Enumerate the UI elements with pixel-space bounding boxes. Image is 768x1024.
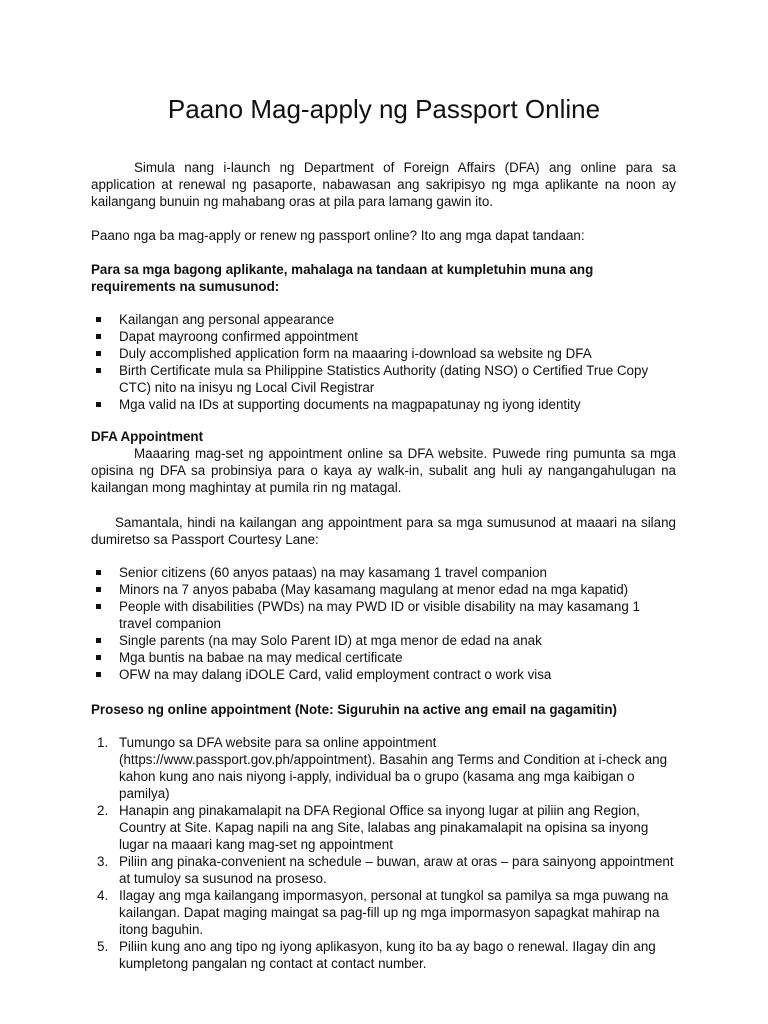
list-item-text: Kailangan ang personal appearance [119, 312, 335, 327]
list-item-text: Birth Certificate mula sa Philippine Statistics Authority (dating NSO) o Certified True Copy CTC) nito na inisyu ng Local Civil Registrar [119, 363, 649, 395]
bullet-icon [96, 334, 101, 339]
bullet-icon [96, 402, 101, 407]
list-item [91, 564, 676, 581]
question-paragraph: Paano nga ba mag-apply or renew ng passport online? Ito ang mga dapat tandaan: [91, 228, 585, 243]
list-item-text: Mga valid na IDs at supporting documents na magpapatunay ng iyong identity [119, 397, 581, 412]
step-number: 2. [97, 803, 109, 818]
process-steps-list [91, 734, 676, 972]
step-number: 4. [97, 888, 109, 903]
bullet-icon [96, 368, 101, 373]
appointment-heading: DFA Appointment [91, 429, 204, 444]
list-item [91, 328, 676, 345]
list-item-text: Dapat mayroong confirmed appointment [119, 329, 358, 344]
step-number: 1. [97, 735, 109, 750]
list-item [91, 396, 676, 413]
page-title: Paano Mag-apply ng Passport Online [167, 94, 601, 124]
list-item [91, 598, 676, 632]
process-heading: Proseso ng online appointment (Note: Siguruhin na active ang email na gagamitin) [91, 702, 618, 717]
bullet-icon [96, 604, 101, 609]
list-item-text: People with disabilities (PWDs) na may PWD ID or visible disability na may kasamang 1 travel companion [119, 599, 640, 631]
courtesy-list [91, 564, 676, 683]
step-text: Tumungo sa DFA website para sa online appointment (https://www.passport.gov.ph/appointment). Basahin ang Terms and Condition at i-check ang kahon kung ano nais niyong i-apply, individual ba o grupo (kasama ang mga kaibigan o pamilya) [119, 735, 668, 801]
bullet-icon [96, 317, 101, 322]
list-item [91, 853, 676, 887]
list-item [91, 345, 676, 362]
list-item [91, 311, 676, 328]
document-body [91, 159, 676, 972]
bullet-icon [96, 638, 101, 643]
list-item [91, 734, 676, 802]
requirements-list [91, 311, 676, 413]
list-item [91, 632, 676, 649]
intro-paragraph: Simula nang i-launch ng Department of Foreign Affairs (DFA) ang online para sa application at renewal ng pasaporte, nabawasan ang sakripisyo ng mga aplikante na noon ay kailangang bunuin ng mahabang oras at pila para lamang gawin ito. [91, 160, 676, 209]
list-item [91, 581, 676, 598]
list-item [91, 649, 676, 666]
bullet-icon [96, 655, 101, 660]
list-item [91, 362, 676, 396]
list-item-text: Minors na 7 anyos pababa (May kasamang magulang at menor edad na mga kapatid) [119, 582, 629, 597]
step-number: 3. [97, 854, 109, 869]
bullet-icon [96, 587, 101, 592]
list-item [91, 887, 676, 938]
step-text: Piliin ang pinaka-convenient na schedule – buwan, araw at oras – para sainyong appointment at tumuloy sa susunod na proseso. [119, 854, 674, 886]
step-number: 5. [97, 939, 109, 954]
list-item [91, 802, 676, 853]
list-item-text: Mga buntis na babae na may medical certificate [119, 650, 403, 665]
bullet-icon [96, 570, 101, 575]
list-item-text: Single parents (na may Solo Parent ID) at mga menor de edad na anak [119, 633, 542, 648]
bullet-icon [96, 351, 101, 356]
list-item-text: OFW na may dalang iDOLE Card, valid employment contract o work visa [119, 667, 552, 682]
list-item [91, 938, 676, 972]
step-text: Hanapin ang pinakamalapit na DFA Regional Office sa inyong lugar at piliin ang Region, Country at Site. Kapag napili na ang Site, lalabas ang pinakamalapit na opisina sa inyong lugar na maaari kang mag-set ng appointment [119, 803, 649, 852]
requirements-heading: Para sa mga bagong aplikante, mahalaga na tandaan at kumpletuhin muna ang requirements na sumusunod: [91, 262, 594, 294]
list-item-text: Senior citizens (60 anyos pataas) na may kasamang 1 travel companion [119, 565, 547, 580]
list-item-text: Duly accomplished application form na maaaring i-download sa website ng DFA [119, 346, 592, 361]
step-text: Piliin kung ano ang tipo ng iyong aplikasyon, kung ito ba ay bago o renewal. Ilagay din ang kumpletong pangalan ng contact at contact number. [119, 939, 656, 971]
bullet-icon [96, 672, 101, 677]
courtesy-paragraph: Samantala, hindi na kailangan ang appointment para sa mga sumusunod at maaari na silang dumiretso sa Passport Courtesy Lane: [91, 515, 676, 547]
appointment-paragraph: Maaaring mag-set ng appointment online sa DFA website. Puwede ring pumunta sa mga opisina ng DFA sa probinsiya para o kaya ay walk-in, subalit ang huli ay nangangahulugan na kailangan mong maghintay at pumila rin ng matagal. [91, 446, 676, 495]
step-text: Ilagay ang mga kailangang impormasyon, personal at tungkol sa pamilya sa mga puwang na kailangan. Dapat maging maingat sa pag-fill up ng mga impormasyon sapagkat mahirap na itong baguhin. [119, 888, 669, 937]
list-item [91, 666, 676, 683]
